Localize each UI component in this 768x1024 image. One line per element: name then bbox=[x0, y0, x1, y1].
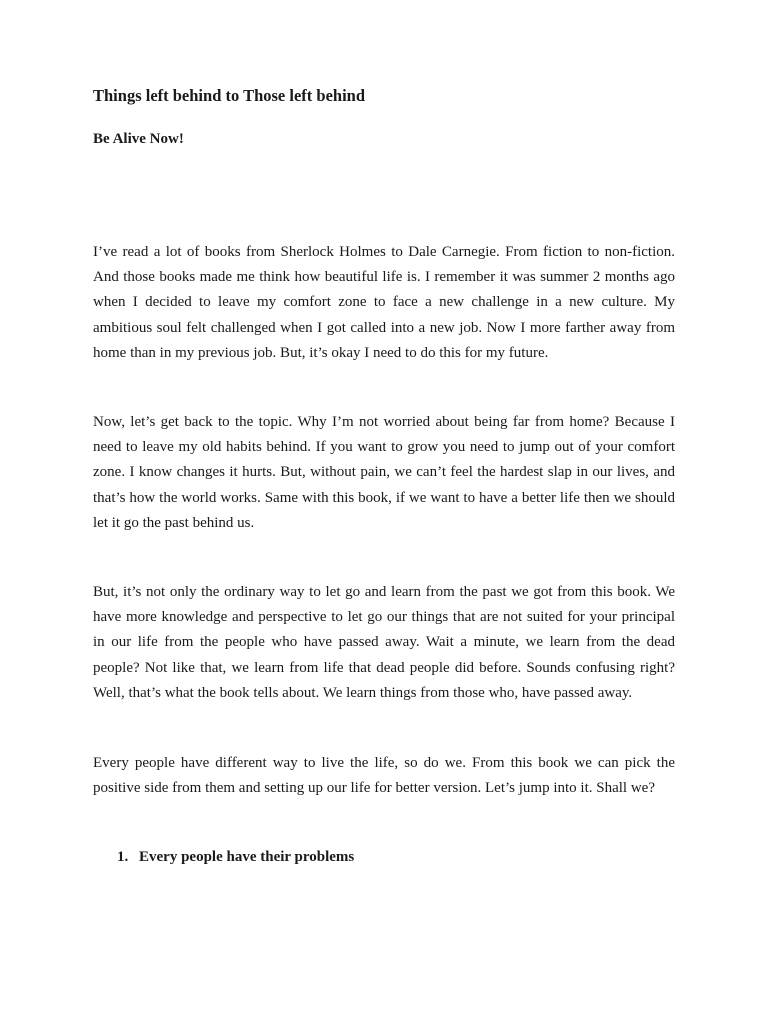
list-item-number: 1. bbox=[117, 849, 129, 865]
document-title: Things left behind to Those left behind bbox=[93, 86, 366, 105]
paragraph: But, it’s not only the ordinary way to let go and learn from the past we got from this book. We have more knowledge and perspective to let go our things that are not suited for your principal in our life from the people who have passed away. Wait a minute, we learn from the dead people? Not like that, we learn from life that dead people did before. Sounds confusing right? Well, that’s what the book tells about. We learn things from those who, have passed away. bbox=[93, 584, 675, 701]
list-item-text: Every people have their problems bbox=[139, 849, 355, 865]
paragraph: I’ve read a lot of books from Sherlock Holmes to Dale Carnegie. From fiction to non-fiction. And those books made me think how beautiful life is. I remember it was summer 2 months ago when I decided to leave my comfort zone to face a new challenge in a new culture. My ambitious soul felt challenged when I got called into a new job. Now I more farther away from home than in my previous job. But, it’s okay I need to do this for my future. bbox=[93, 244, 675, 361]
paragraph: Every people have different way to live the life, so do we. From this book we can pick the positive side from them and setting up our life for better version. Let’s jump into it. Shall we? bbox=[93, 755, 675, 797]
paragraph: Now, let’s get back to the topic. Why I’m not worried about being far from home? Because I need to leave my old habits behind. If you want to grow you need to jump out of your comfort zone. I know changes it hurts. But, without pain, we can’t feel the hardest slap in our lives, and that’s how the world works. Same with this book, if we want to have a better life then we should let it go the past behind us. bbox=[93, 414, 675, 531]
document-subtitle: Be Alive Now! bbox=[93, 131, 184, 147]
list-item bbox=[117, 849, 354, 866]
